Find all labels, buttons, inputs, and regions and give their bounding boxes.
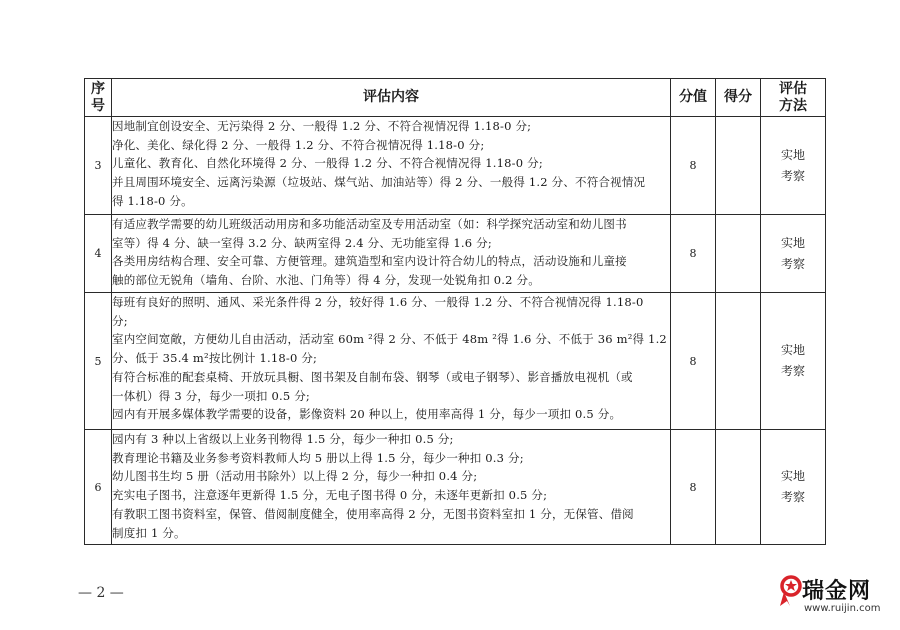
row-points: 8 (671, 293, 716, 430)
method-text: 实地考察 (780, 343, 805, 378)
row-method (761, 293, 826, 430)
content-line: 一体机）得 3 分，每少一项扣 0.5 分; (112, 388, 311, 403)
row-score-cell (716, 430, 761, 545)
row-score-cell (716, 215, 761, 293)
table-row (85, 430, 826, 545)
table-row (85, 293, 826, 430)
content-line: 并且周围环境安全、远离污染源（垃圾站、煤气站、加油站等）得 2 分、一般得 1.2 分、不符合视情况 (112, 175, 646, 190)
header-score: 得分 (716, 79, 761, 117)
row-method (761, 430, 826, 545)
page-number: — 2 — (78, 585, 124, 601)
row-number: 4 (85, 215, 112, 293)
row-number: 6 (85, 430, 112, 545)
table-row (85, 215, 826, 293)
row-content (112, 430, 671, 545)
row-number: 5 (85, 293, 112, 430)
row-content (112, 117, 671, 215)
row-method (761, 117, 826, 215)
method-text: 实地考察 (780, 147, 805, 183)
content-line: 净化、美化、绿化得 2 分、一般得 1.2 分、不符合视情况得 1.18-0 分; (112, 137, 485, 152)
content-line: 幼儿图书生均 5 册（活动用书除外）以上得 2 分，每少一种扣 0.4 分; (112, 469, 478, 484)
content-line: 儿童化、教育化、自然化环境得 2 分、一般得 1.2 分、不符合视情况得 1.18-0 分; (112, 156, 543, 171)
content-line: 有符合标准的配套桌椅、开放玩具橱、图书架及自制布袋、钢琴（或电子钢琴）、影音播放电视机（或 (112, 369, 633, 384)
content-line: 触的部位无锐角（墙角、台阶、水池、门角等）得 4 分，发现一处锐角扣 0.2 分。 (112, 273, 540, 288)
content-line: 教育理论书籍及业务参考资料教师人均 5 册以上得 1.5 分，每少一种扣 0.3 分; (112, 450, 524, 465)
content-line: 因地制宜创设安全、无污染得 2 分、一般得 1.2 分、不符合视情况得 1.18-0 分; (112, 119, 532, 133)
content-line: 得 1.18-0 分。 (112, 193, 193, 208)
table-row (85, 117, 826, 215)
row-points: 8 (671, 117, 716, 215)
row-score-cell (716, 117, 761, 215)
header-method: 评估方法 (761, 79, 826, 117)
header-content: 评估内容 (112, 79, 671, 117)
content-line: 园内有开展多媒体教学需要的设备，影像资料 20 种以上，使用率高得 1 分，每少一项扣 0.5 分。 (112, 407, 622, 422)
header-serial-number: 序号 (85, 79, 112, 117)
row-points: 8 (671, 430, 716, 545)
row-number: 3 (85, 117, 112, 215)
row-points: 8 (671, 215, 716, 293)
row-method (761, 215, 826, 293)
evaluation-table (84, 78, 826, 545)
content-line: 室内空间宽敞，方便幼儿自由活动，活动室 60m ²得 2 分、不低于 48m ²得 1.6 分、不低于 36 m²得 1.2 (112, 332, 667, 347)
watermark-url: www.ruijin.com (804, 603, 881, 614)
watermark (778, 570, 888, 620)
watermark-name: 瑞金网 (802, 579, 872, 604)
content-line: 分; (112, 313, 128, 328)
method-text: 实地考察 (780, 469, 805, 504)
row-score-cell (716, 293, 761, 430)
content-line: 有适应教学需要的幼儿班级活动用房和多功能活动室及专用活动室（如：科学探究活动室和幼儿图书 (112, 217, 627, 231)
content-line: 每班有良好的照明、通风、采光条件得 2 分，较好得 1.6 分、一般得 1.2 分、不符合视情况得 1.18-0 (112, 295, 644, 309)
content-line: 制度扣 1 分。 (112, 525, 186, 540)
header-points: 分值 (671, 79, 716, 117)
content-line: 室等）得 4 分、缺一室得 3.2 分、缺两室得 2.4 分、无功能室得 1.6 分; (112, 235, 492, 250)
content-line: 充实电子图书，注意逐年更新得 1.5 分，无电子图书得 0 分，未逐年更新扣 0.5 分; (112, 488, 548, 503)
method-text: 实地考察 (780, 235, 805, 271)
content-line: 各类用房结构合理、安全可靠、方便管理。建筑造型和室内设计符合幼儿的特点，活动设施和儿童接 (112, 254, 627, 269)
ruijin-logo-icon (778, 574, 804, 608)
content-line: 园内有 3 种以上省级以上业务刊物得 1.5 分，每少一种扣 0.5 分; (112, 432, 454, 446)
header-row (85, 79, 826, 117)
content-line: 有教职工图书资料室，保管、借阅制度健全，使用率高得 2 分，无图书资料室扣 1 分，无保管、借阅 (112, 506, 634, 521)
content-line: 分、低于 35.4 m²按比例计 1.18-0 分; (112, 351, 318, 366)
row-content (112, 293, 671, 430)
row-content (112, 215, 671, 293)
